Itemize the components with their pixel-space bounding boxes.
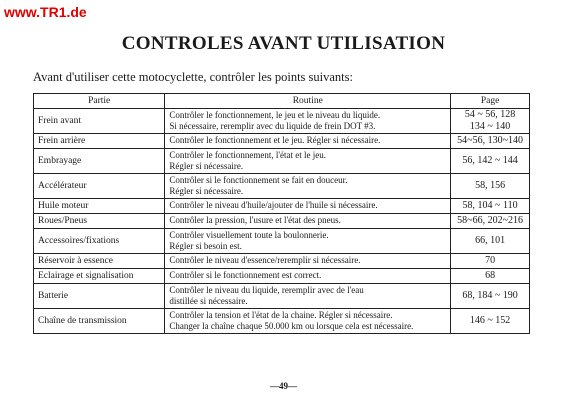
page-ref: 146 ~ 152 xyxy=(469,315,511,326)
cell-part: Embrayage xyxy=(34,149,165,174)
table-body xyxy=(34,109,530,334)
cell-page xyxy=(451,174,530,199)
page-number: —49— xyxy=(270,381,297,391)
page-ref: 66, 101 xyxy=(475,235,506,246)
page-ref: 68 xyxy=(485,270,496,281)
routine-line: Si nécessaire, reremplir avec du liquide de frein DOT #3. xyxy=(169,121,376,131)
intro-text: Avant d'utiliser cette motocyclette, contrôler les points suivants: xyxy=(33,70,353,84)
table-header-row xyxy=(34,94,530,109)
header-page: Page xyxy=(451,94,530,109)
cell-page xyxy=(451,284,530,309)
routine-line: Contrôler le niveau d'essence/reremplir si nécessaire. xyxy=(169,255,361,266)
cell-routine xyxy=(165,284,451,309)
cell-page xyxy=(451,254,530,269)
routine-line: Contrôler la tension et l'état de la chaine. Régler si nécessaire. xyxy=(169,309,393,320)
table-row xyxy=(34,284,530,309)
routine-line: Régler si nécessaire. xyxy=(169,161,244,171)
cell-routine xyxy=(165,309,451,334)
cell-routine xyxy=(165,134,451,149)
cell-page xyxy=(451,109,530,134)
cell-routine xyxy=(165,214,451,229)
page-ref: 134 ~ 140 xyxy=(469,121,511,132)
routine-line: Contrôler si le fonctionnement se fait en douceur. xyxy=(169,174,348,185)
routine-line: Contrôler le fonctionnement et le jeu. Régler si nécessaire. xyxy=(169,135,381,146)
routine-line: Contrôler la pression, l'usure et l'état des pneus. xyxy=(169,215,341,226)
table-row xyxy=(34,269,530,284)
routine-line: Contrôler si le fonctionnement est correct. xyxy=(169,270,322,281)
page-ref: 68, 184 ~ 190 xyxy=(462,290,518,301)
page-ref: 54~56, 130~140 xyxy=(457,135,523,146)
table-row xyxy=(34,214,530,229)
cell-page xyxy=(451,149,530,174)
cell-page xyxy=(451,214,530,229)
cell-page xyxy=(451,309,530,334)
table-row xyxy=(34,199,530,214)
watermark-url: www.TR1.de xyxy=(4,4,87,20)
page-ref: 58, 104 ~ 110 xyxy=(462,200,518,211)
cell-part: Réservoir à essence xyxy=(34,254,165,269)
table-row xyxy=(34,109,530,134)
cell-routine xyxy=(165,269,451,284)
routine-line: Contrôler le fonctionnement, l'état et le jeu. xyxy=(169,149,326,160)
table-row xyxy=(34,134,530,149)
table-row xyxy=(34,149,530,174)
cell-part: Accélérateur xyxy=(34,174,165,199)
table-row xyxy=(34,254,530,269)
routine-line: Contrôler le niveau d'huile/ajouter de l'huile si nécessaire. xyxy=(169,200,378,211)
cell-part: Chaîne de transmission xyxy=(34,309,165,334)
page-ref: 58~66, 202~216 xyxy=(457,215,523,226)
page-ref: 58, 156 xyxy=(475,180,506,191)
cell-routine xyxy=(165,254,451,269)
cell-page xyxy=(451,229,530,254)
cell-page xyxy=(451,269,530,284)
cell-part: Accessoires/fixations xyxy=(34,229,165,254)
cell-page xyxy=(451,134,530,149)
routine-line: Contrôler visuellement toute la boulonnerie. xyxy=(169,229,329,240)
cell-routine xyxy=(165,229,451,254)
routine-line: Contrôler le fonctionnement, le jeu et le niveau du liquide. xyxy=(169,109,381,120)
cell-routine xyxy=(165,199,451,214)
cell-routine xyxy=(165,174,451,199)
checks-table xyxy=(33,93,530,334)
routine-line: Régler si besoin est. xyxy=(169,241,242,251)
table-row xyxy=(34,174,530,199)
page-ref: 70 xyxy=(485,255,496,266)
cell-part: Frein avant xyxy=(34,109,165,134)
routine-line: Contrôler le niveau du liquide, reremplir avec de l'eau xyxy=(169,284,364,295)
page-ref: 56, 142 ~ 144 xyxy=(462,155,518,166)
cell-routine xyxy=(165,149,451,174)
table-row xyxy=(34,229,530,254)
cell-part: Frein arrière xyxy=(34,134,165,149)
routine-line: distillée si nécessaire. xyxy=(169,296,248,306)
page-title: CONTROLES AVANT UTILISATION xyxy=(121,33,446,54)
routine-line: Changer la chaîne chaque 50.000 km ou lorsque cela est nécessaire. xyxy=(169,321,414,331)
cell-part: Batterie xyxy=(34,284,165,309)
cell-routine xyxy=(165,109,451,134)
header-part: Partie xyxy=(34,94,165,109)
page-ref: 54 ~ 56, 128 xyxy=(464,109,516,120)
header-routine: Routine xyxy=(165,94,451,109)
cell-part: Huile moteur xyxy=(34,199,165,214)
table-row xyxy=(34,309,530,334)
cell-part: Eclairage et signalisation xyxy=(34,269,165,284)
cell-part: Roues/Pneus xyxy=(34,214,165,229)
routine-line: Régler si nécessaire. xyxy=(169,186,244,196)
cell-page xyxy=(451,199,530,214)
